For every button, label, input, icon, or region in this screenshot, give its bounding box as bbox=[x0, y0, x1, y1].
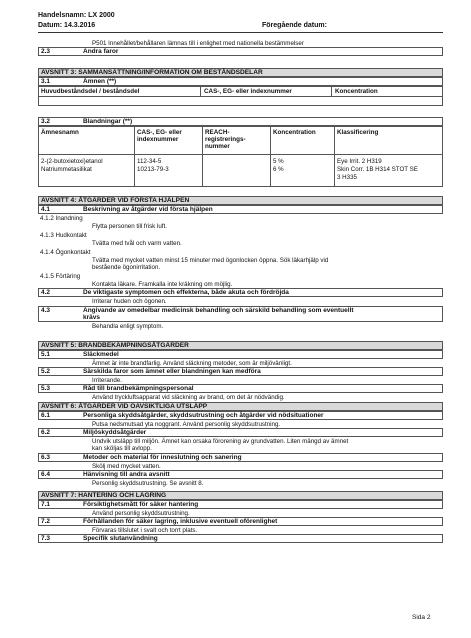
subsection-title: Blandningar (**) bbox=[83, 118, 133, 125]
environmental-text-1: Undvik utsläpp till miljön. Ämnet kan orsaka förorening av grundvatten. Liten mängd av ämnet bbox=[92, 438, 349, 445]
subsection-4-2 bbox=[38, 288, 443, 297]
col-classification: Klassificering bbox=[337, 129, 379, 136]
section-5-header: AVSNITT 5: BRANDBEKÄMPNINGSÅTGÄRDER bbox=[38, 341, 443, 350]
subsection-number: 5.1 bbox=[41, 351, 51, 358]
row-2-conc: 6 % bbox=[273, 166, 284, 173]
subsection-7-2 bbox=[38, 517, 443, 526]
header-rule bbox=[38, 32, 443, 33]
divider bbox=[270, 127, 271, 187]
skin-contact-heading: 4.1.3 Hudkontakt bbox=[40, 232, 87, 239]
subsection-number: 5.2 bbox=[41, 368, 51, 375]
section-6-header: AVSNITT 6: ÅTGÄRDER VID OAVSIKTLIGA UTSLÄPP bbox=[38, 402, 443, 411]
divider bbox=[334, 127, 335, 187]
subsection-title: Hänvisning till andra avsnitt bbox=[83, 471, 170, 478]
subsection-6-1 bbox=[38, 411, 443, 420]
eye-contact-heading: 4.1.4 Ögonkontakt bbox=[40, 249, 91, 256]
symptoms-text: Irriterar huden och ögonen. bbox=[92, 298, 167, 305]
subsection-5-2 bbox=[38, 367, 443, 376]
col-reach-line3: nummer bbox=[205, 143, 230, 150]
subsection-number: 6.2 bbox=[41, 429, 51, 436]
col-main-component: Huvudbeståndsdel / beståndsdel bbox=[41, 88, 140, 95]
subsection-title: Försiktighetsmått för säker hantering bbox=[83, 501, 199, 508]
subsection-title: Miljöskyddsåtgärder bbox=[83, 429, 147, 436]
extinguishing-text: Ämnet är inte brandfarlig. Använd släckning metoder, som är miljövänligt. bbox=[92, 360, 292, 367]
row-2-cas: 10213-79-3 bbox=[137, 166, 169, 173]
subsection-number: 6.3 bbox=[41, 454, 51, 461]
subsection-title: Specifik slutanvändning bbox=[83, 535, 158, 542]
subsection-number: 7.1 bbox=[41, 501, 51, 508]
subsection-number: 3.1 bbox=[41, 78, 51, 85]
divider bbox=[202, 127, 203, 187]
subsection-number: 3.2 bbox=[41, 118, 51, 125]
trade-name: Handelsnamn: LX 2000 bbox=[38, 12, 115, 19]
subsection-number: 6.4 bbox=[41, 471, 51, 478]
substance-table bbox=[38, 86, 443, 106]
col-cas bbox=[137, 129, 182, 143]
subsection-title: Metoder och material för inneslutning och sanering bbox=[83, 454, 242, 461]
row-1-name: 2-(2-butoxietoxi)etanol bbox=[41, 158, 103, 165]
subsection-number: 5.3 bbox=[41, 385, 51, 392]
section-7-header: AVSNITT 7: HANTERING OCH LAGRING bbox=[38, 491, 443, 500]
row-1-class: Eye Irrit. 2 H319 bbox=[337, 158, 382, 165]
eye-contact-text-2: bestående ögonirritation. bbox=[92, 264, 161, 271]
subsection-3-2 bbox=[38, 117, 443, 126]
subsection-title: Råd till brandbekämpningspersonal bbox=[83, 385, 194, 392]
subsection-title: De viktigaste symptomen och effekterna, både akuta och fördröjda bbox=[83, 289, 289, 296]
subsection-number: 7.2 bbox=[41, 518, 51, 525]
section-4-header: AVSNITT 4: ÅTGÄRDER VID FÖRSTA HJÄLPEN bbox=[38, 196, 443, 205]
section-3-header: AVSNITT 3: SAMMANSÄTTNING/INFORMATION OM BESTÅNDSDELAR bbox=[38, 68, 443, 77]
previous-date: Föregående datum: bbox=[262, 22, 327, 29]
row-1-cas: 112-34-5 bbox=[137, 158, 162, 165]
row-2-class-line1: Skin Corr. 1B H314 STOT SE bbox=[337, 166, 418, 173]
p501-text: P501 Innehållet/behållaren lämnas till i enlighet med nationella bestämmelser bbox=[92, 40, 304, 47]
col-concentration: Koncentration bbox=[273, 129, 316, 136]
subsection-title: Andra faror bbox=[83, 48, 119, 55]
divider bbox=[331, 87, 332, 96]
subsection-6-2 bbox=[38, 428, 443, 437]
ingestion-text: Kontakta läkare. Framkalla inte kräkning om möjlig. bbox=[92, 281, 233, 288]
subsection-number: 7.3 bbox=[41, 535, 51, 542]
reference-text: Personlig skyddsutrustning. Se avsnitt 8. bbox=[92, 480, 204, 487]
skin-contact-text: Tvätta med tvål och varm vatten. bbox=[92, 240, 182, 247]
subsection-7-3 bbox=[38, 534, 443, 543]
personal-precautions-text: Putsa nedsmutsad yta noggrant. Använd personlig skyddsutrustning. bbox=[92, 421, 281, 428]
subsection-title: Beskrivning av åtgärder vid första hjälpen bbox=[83, 206, 213, 213]
subsection-title: Förhållanden för säker lagring, inklusive eventuell oförenlighet bbox=[83, 518, 278, 525]
subsection-5-1 bbox=[38, 350, 443, 359]
inhalation-heading: 4.1.2 Inandning bbox=[40, 215, 83, 222]
row-2-name: Natriummetasilikat bbox=[41, 166, 92, 173]
col-reach-line1: REACH- bbox=[205, 129, 230, 136]
subsection-3-1 bbox=[38, 77, 443, 86]
subsection-6-4 bbox=[38, 470, 443, 479]
col-cas-line2: indexnummer bbox=[137, 136, 179, 143]
subsection-title-line1: Angivande av omedelbar medicinsk behandling och särskild behandling som eventuellt bbox=[83, 307, 354, 314]
col-reach-line2: registrerings- bbox=[205, 136, 246, 143]
subsection-number: 4.3 bbox=[41, 307, 51, 314]
col-cas-line1: CAS-, EG- eller bbox=[137, 129, 182, 136]
page-number: Sida 2 bbox=[412, 614, 431, 621]
divider bbox=[39, 96, 443, 97]
subsection-6-3 bbox=[38, 453, 443, 462]
subsection-title: Ämnen (**) bbox=[83, 78, 117, 85]
special-hazards-text: Irriterande. bbox=[92, 377, 122, 384]
divider bbox=[200, 87, 201, 96]
subsection-4-3 bbox=[38, 306, 443, 322]
subsection-5-3 bbox=[38, 384, 443, 393]
subsection-number: 4.2 bbox=[41, 289, 51, 296]
subsection-number: 2.3 bbox=[41, 48, 51, 55]
subsection-number: 6.1 bbox=[41, 412, 51, 419]
col-reach bbox=[205, 129, 246, 150]
treatment-text: Behandla enligt symptom. bbox=[92, 323, 164, 330]
subsection-4-1 bbox=[38, 205, 443, 214]
row-2-class-line2: 3 H335 bbox=[337, 174, 357, 181]
subsection-number: 4.1 bbox=[41, 206, 51, 213]
environmental-text-2: kan sköljas till avlopp. bbox=[92, 445, 152, 452]
subsection-7-1 bbox=[38, 500, 443, 509]
safe-handling-text: Använd personlig skyddsutrustning. bbox=[92, 510, 190, 517]
subsection-title: Personliga skyddsåtgärder, skyddsutrustning och åtgärder vid nödsituationer bbox=[83, 412, 324, 419]
storage-text: Förvaras tillslutet i svalt och torrt plats. bbox=[92, 527, 198, 534]
eye-contact-text-1: Tvätta med mycket vatten minst 15 minuter med ögonlocken öppna. Sök läkarhjälp vid bbox=[92, 257, 329, 264]
col-concentration: Koncentration bbox=[335, 88, 378, 95]
divider bbox=[39, 154, 443, 155]
subsection-title: Släckmedel bbox=[83, 351, 119, 358]
document-date: Datum: 14.3.2016 bbox=[38, 22, 96, 29]
ingestion-heading: 4.1.5 Förtäring bbox=[40, 273, 81, 280]
col-substance-name: Ämnesnamn bbox=[41, 129, 79, 136]
inhalation-text: Flytta personen till frisk luft. bbox=[92, 223, 167, 230]
divider bbox=[134, 127, 135, 187]
subsection-2-3 bbox=[38, 47, 443, 56]
col-cas-number: CAS-, EG- eller indexnummer bbox=[204, 88, 292, 95]
containment-text: Skölj med mycket vatten. bbox=[92, 463, 161, 470]
firefighter-advice-text: Använd tryckluftsapparat vid släckning av brand, om det är nödvändig. bbox=[92, 394, 285, 401]
row-1-conc: 5 % bbox=[273, 158, 284, 165]
subsection-title-line2: krävs bbox=[83, 314, 100, 321]
mixture-table bbox=[38, 126, 443, 187]
subsection-title: Särskilda faror som ämnet eller blandningen kan medföra bbox=[83, 368, 261, 375]
